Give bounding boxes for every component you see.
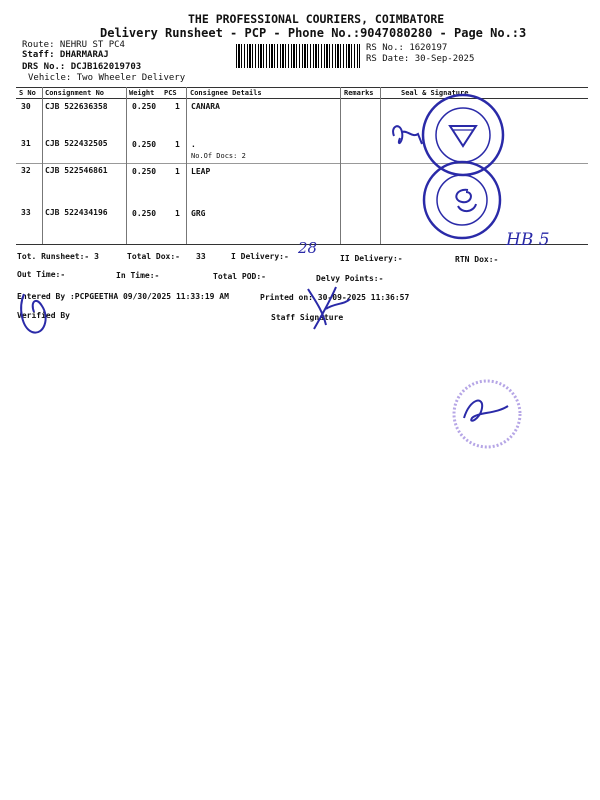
row-weight: 0.250 [132, 209, 157, 218]
col-divider [340, 87, 341, 244]
route-label: Route: NEHRU ST PC4 [22, 40, 125, 50]
row-sno: 30 [21, 102, 31, 111]
staff-signature-label: Staff Signature [271, 313, 344, 322]
verified-by: Verified By [17, 311, 70, 320]
header-remarks: Remarks [344, 89, 374, 97]
vehicle-label: Vehicle: Two Wheeler Delivery [28, 73, 186, 83]
staff-label: Staff: DHARMARAJ [22, 50, 109, 60]
tot-runsheet: Tot. Runsheet:- 3 [17, 252, 99, 261]
header-seal: Seal & Signature [401, 89, 469, 97]
out-time-label: Out Time:- [17, 270, 66, 279]
row-consignee: GRG [191, 209, 206, 218]
table-top-rule [16, 87, 588, 88]
receiver-signature-2 [448, 186, 482, 216]
rtn-dox-label: RTN Dox:- [455, 255, 499, 264]
row-sno: 33 [21, 208, 31, 217]
barcode-image [236, 44, 360, 68]
entered-by: Entered By :PCPGEETHA 09/30/2025 11:33:19 AM [17, 292, 229, 301]
printed-on: Printed on: 30-09-2025 11:36:57 [260, 293, 410, 302]
row-consignment: CJB 522636358 [45, 102, 108, 111]
row-pcs: 1 [175, 140, 180, 149]
header-consignee: Consignee Details [190, 89, 262, 97]
col-divider [186, 87, 187, 244]
row-weight: 0.250 [132, 102, 157, 111]
row-consignment: CJB 522546861 [45, 166, 108, 175]
row-pcs: 1 [175, 209, 180, 218]
row-consignee: LEAP [191, 167, 211, 176]
row-weight: 0.250 [132, 167, 157, 176]
round-seal-stamp [450, 378, 524, 450]
row-weight: 0.250 [132, 140, 157, 149]
rs-no-label: RS No.: 1620197 [366, 43, 448, 53]
header-weight: Weight [129, 89, 155, 97]
row-sno: 32 [21, 166, 31, 175]
row-pcs: 1 [175, 167, 180, 176]
drs-label: DRS No.: DCJB162019703 [22, 62, 142, 72]
header-pcs: PCS [164, 89, 177, 97]
company-title: THE PROFESSIONAL COURIERS, COIMBATORE [188, 12, 445, 26]
ii-delivery-label: II Delivery:- [340, 254, 403, 263]
receiver-signature-1 [388, 118, 428, 154]
verifier-signature [14, 288, 56, 340]
row-sno: 31 [21, 139, 31, 148]
row-consignment: CJB 522434196 [45, 208, 108, 217]
row-consignment: CJB 522432505 [45, 139, 108, 148]
total-dox-label: Total Dox:- [127, 252, 180, 261]
total-pod-label: Total POD:- [213, 272, 266, 281]
total-dox-value: 33 [196, 252, 206, 261]
row-docs-note: No.Of Docs: 2 [191, 152, 246, 160]
row-consignee: . [191, 140, 196, 149]
header-consignment: Consignment No [45, 89, 105, 97]
row-pcs: 1 [175, 102, 180, 111]
rs-date-label: RS Date: 30-Sep-2025 [366, 54, 475, 64]
in-time-label: In Time:- [116, 271, 160, 280]
i-delivery-handwritten: 28 [298, 239, 318, 257]
col-divider [42, 87, 43, 244]
delvy-points-label: Delvy Points:- [316, 274, 384, 283]
i-delivery-label: I Delivery:- [231, 252, 289, 261]
staff-signature [300, 285, 360, 335]
runsheet-subtitle: Delivery Runsheet - PCP - Phone No.:9047080280 - Page No.:3 [100, 26, 527, 40]
header-sno: S No [19, 89, 36, 97]
rtn-dox-handwritten: HB 5 [506, 230, 550, 250]
col-divider [126, 87, 127, 244]
col-divider [380, 87, 381, 244]
row-consignee: CANARA [191, 102, 220, 111]
